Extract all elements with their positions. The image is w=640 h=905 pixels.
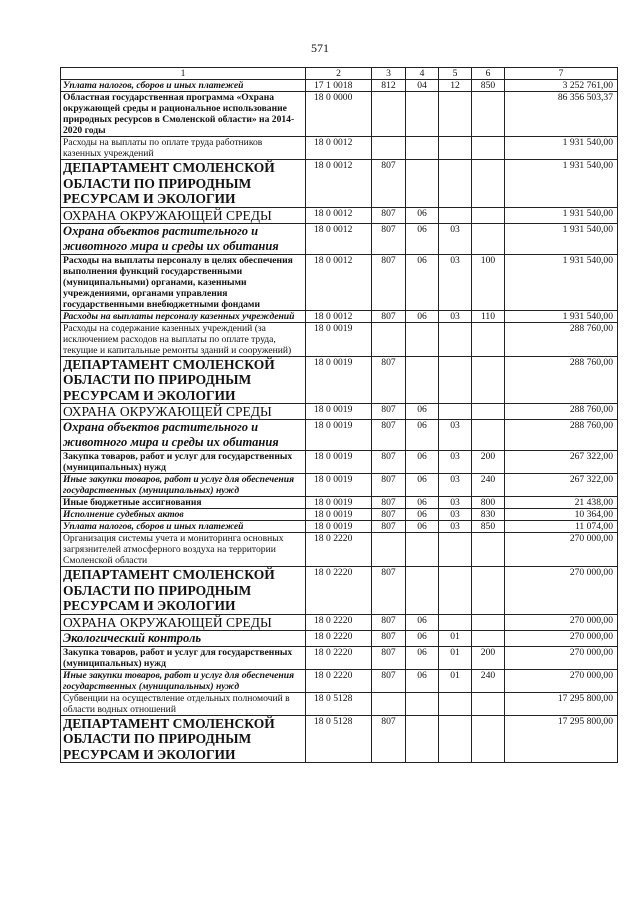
header-cell: 5 — [439, 68, 472, 80]
table-row — [61, 404, 618, 420]
table-row — [61, 497, 618, 509]
table-row — [61, 160, 618, 208]
cell-c5 — [439, 92, 472, 137]
cell-c7: 11 074,00 — [505, 521, 618, 533]
cell-c1: Расходы на выплаты персоналу в целях обеспечения выполнения функций государственными (муниципальными) органами, казенными учреждениями, органами управления государственными внебюджетными фондами — [61, 254, 306, 310]
cell-c2: 18 0 0019 — [306, 474, 372, 497]
cell-c2: 18 0 0019 — [306, 509, 372, 521]
table-row — [61, 669, 618, 692]
table-row — [61, 356, 618, 404]
cell-c7: 21 438,00 — [505, 497, 618, 509]
cell-c5: 03 — [439, 509, 472, 521]
cell-c4 — [406, 567, 439, 615]
cell-c4: 06 — [406, 509, 439, 521]
cell-c6 — [472, 533, 505, 567]
cell-c5: 12 — [439, 80, 472, 92]
cell-c1: Организация системы учета и мониторинга основных загрязнителей атмосферного воздуха на территории Смоленской области — [61, 533, 306, 567]
cell-c7: 1 931 540,00 — [505, 207, 618, 223]
cell-c1: Закупка товаров, работ и услуг для государственных (муниципальных) нужд — [61, 646, 306, 669]
cell-c6 — [472, 420, 505, 451]
cell-c3: 807 — [372, 356, 406, 404]
table-row — [61, 451, 618, 474]
cell-c1: Исполнение судебных актов — [61, 509, 306, 521]
cell-c2: 18 0 0019 — [306, 521, 372, 533]
cell-c5 — [439, 160, 472, 208]
cell-c4 — [406, 137, 439, 160]
cell-c5 — [439, 137, 472, 160]
cell-c2: 18 0 2220 — [306, 630, 372, 646]
cell-c3 — [372, 692, 406, 715]
cell-c2: 18 0 2220 — [306, 614, 372, 630]
cell-c4: 06 — [406, 646, 439, 669]
cell-c1: Иные бюджетные ассигнования — [61, 497, 306, 509]
cell-c1: Областная государственная программа «Охрана окружающей среды и рациональное использование природных ресурсов в Смоленской области» на 2014-2020 годы — [61, 92, 306, 137]
cell-c3 — [372, 322, 406, 356]
header-cell: 4 — [406, 68, 439, 80]
cell-c7: 270 000,00 — [505, 669, 618, 692]
cell-c1: ОХРАНА ОКРУЖАЮЩЕЙ СРЕДЫ — [61, 614, 306, 630]
table-row — [61, 310, 618, 322]
cell-c6 — [472, 92, 505, 137]
table-row — [61, 80, 618, 92]
cell-c3 — [372, 92, 406, 137]
cell-c1: Охрана объектов растительного и животного мира и среды их обитания — [61, 420, 306, 451]
cell-c1: Экологический контроль — [61, 630, 306, 646]
cell-c1: Иные закупки товаров, работ и услуг для обеспечения государственных (муниципальных) нужд — [61, 669, 306, 692]
cell-c5 — [439, 207, 472, 223]
cell-c2: 17 1 0018 — [306, 80, 372, 92]
cell-c2: 18 0 0012 — [306, 207, 372, 223]
cell-c1: Уплата налогов, сборов и иных платежей — [61, 521, 306, 533]
cell-c4: 06 — [406, 497, 439, 509]
table-row — [61, 521, 618, 533]
cell-c4: 06 — [406, 254, 439, 310]
cell-c5: 03 — [439, 474, 472, 497]
cell-c6 — [472, 692, 505, 715]
cell-c5 — [439, 322, 472, 356]
cell-c2: 18 0 0012 — [306, 223, 372, 254]
cell-c1: ДЕПАРТАМЕНТ СМОЛЕНСКОЙ ОБЛАСТИ ПО ПРИРОДНЫМ РЕСУРСАМ И ЭКОЛОГИИ — [61, 715, 306, 763]
cell-c1: ДЕПАРТАМЕНТ СМОЛЕНСКОЙ ОБЛАСТИ ПО ПРИРОДНЫМ РЕСУРСАМ И ЭКОЛОГИИ — [61, 160, 306, 208]
cell-c2: 18 0 5128 — [306, 692, 372, 715]
cell-c2: 18 0 0012 — [306, 137, 372, 160]
cell-c2: 18 0 0019 — [306, 404, 372, 420]
cell-c6 — [472, 137, 505, 160]
table-row — [61, 92, 618, 137]
cell-c4 — [406, 715, 439, 763]
cell-c4: 06 — [406, 521, 439, 533]
cell-c1: Закупка товаров, работ и услуг для государственных (муниципальных) нужд — [61, 451, 306, 474]
cell-c6 — [472, 207, 505, 223]
table-row — [61, 137, 618, 160]
cell-c1: ДЕПАРТАМЕНТ СМОЛЕНСКОЙ ОБЛАСТИ ПО ПРИРОДНЫМ РЕСУРСАМ И ЭКОЛОГИИ — [61, 567, 306, 615]
cell-c7: 1 931 540,00 — [505, 160, 618, 208]
cell-c1: Охрана объектов растительного и животного мира и среды их обитания — [61, 223, 306, 254]
cell-c6: 100 — [472, 254, 505, 310]
cell-c6 — [472, 322, 505, 356]
cell-c5: 03 — [439, 451, 472, 474]
cell-c3: 807 — [372, 521, 406, 533]
cell-c6: 850 — [472, 521, 505, 533]
cell-c5 — [439, 715, 472, 763]
cell-c1: ДЕПАРТАМЕНТ СМОЛЕНСКОЙ ОБЛАСТИ ПО ПРИРОДНЫМ РЕСУРСАМ И ЭКОЛОГИИ — [61, 356, 306, 404]
cell-c2: 18 0 2220 — [306, 567, 372, 615]
cell-c4: 06 — [406, 207, 439, 223]
cell-c7: 270 000,00 — [505, 646, 618, 669]
cell-c7: 10 364,00 — [505, 509, 618, 521]
header-cell: 3 — [372, 68, 406, 80]
cell-c3: 807 — [372, 310, 406, 322]
header-cell: 6 — [472, 68, 505, 80]
cell-c7: 17 295 800,00 — [505, 692, 618, 715]
cell-c3: 807 — [372, 567, 406, 615]
cell-c4: 06 — [406, 451, 439, 474]
cell-c3: 807 — [372, 497, 406, 509]
cell-c3: 807 — [372, 404, 406, 420]
cell-c6: 240 — [472, 474, 505, 497]
cell-c5: 03 — [439, 254, 472, 310]
cell-c4: 06 — [406, 310, 439, 322]
cell-c3: 807 — [372, 509, 406, 521]
table-row — [61, 322, 618, 356]
cell-c2: 18 0 0019 — [306, 451, 372, 474]
cell-c2: 18 0 0012 — [306, 310, 372, 322]
cell-c7: 270 000,00 — [505, 533, 618, 567]
cell-c1: Уплата налогов, сборов и иных платежей — [61, 80, 306, 92]
header-cell: 7 — [505, 68, 618, 80]
cell-c3: 807 — [372, 207, 406, 223]
cell-c7: 270 000,00 — [505, 630, 618, 646]
table-row — [61, 223, 618, 254]
cell-c6: 240 — [472, 669, 505, 692]
cell-c5: 03 — [439, 223, 472, 254]
cell-c5 — [439, 356, 472, 404]
cell-c4 — [406, 322, 439, 356]
cell-c7: 267 322,00 — [505, 451, 618, 474]
cell-c3: 807 — [372, 646, 406, 669]
cell-c6: 200 — [472, 451, 505, 474]
table-row — [61, 207, 618, 223]
cell-c6 — [472, 715, 505, 763]
cell-c5: 03 — [439, 521, 472, 533]
table-header-row — [61, 68, 618, 80]
cell-c6: 830 — [472, 509, 505, 521]
cell-c5 — [439, 567, 472, 615]
cell-c4: 06 — [406, 630, 439, 646]
table-row — [61, 420, 618, 451]
cell-c4: 06 — [406, 420, 439, 451]
cell-c7: 267 322,00 — [505, 474, 618, 497]
cell-c7: 17 295 800,00 — [505, 715, 618, 763]
cell-c1: Иные закупки товаров, работ и услуг для обеспечения государственных (муниципальных) нужд — [61, 474, 306, 497]
cell-c2: 18 0 0019 — [306, 497, 372, 509]
cell-c3: 807 — [372, 630, 406, 646]
cell-c7: 288 760,00 — [505, 420, 618, 451]
cell-c6 — [472, 223, 505, 254]
cell-c5 — [439, 614, 472, 630]
cell-c1: Расходы на содержание казенных учреждений (за исключением расходов на выплаты по оплате труда, текущие и капитальные ремонты зданий и сооружений) — [61, 322, 306, 356]
cell-c1: Расходы на выплаты персоналу казенных учреждений — [61, 310, 306, 322]
cell-c4: 06 — [406, 223, 439, 254]
cell-c3: 807 — [372, 614, 406, 630]
cell-c4: 06 — [406, 474, 439, 497]
cell-c4 — [406, 356, 439, 404]
cell-c6 — [472, 614, 505, 630]
cell-c4 — [406, 160, 439, 208]
cell-c6 — [472, 630, 505, 646]
cell-c3 — [372, 533, 406, 567]
cell-c7: 288 760,00 — [505, 404, 618, 420]
cell-c4 — [406, 533, 439, 567]
table-row — [61, 614, 618, 630]
cell-c4: 06 — [406, 404, 439, 420]
cell-c4: 04 — [406, 80, 439, 92]
cell-c5: 01 — [439, 669, 472, 692]
page-number: 571 — [311, 41, 329, 55]
table-row — [61, 692, 618, 715]
cell-c7: 270 000,00 — [505, 567, 618, 615]
cell-c3: 807 — [372, 223, 406, 254]
cell-c5: 03 — [439, 497, 472, 509]
cell-c4: 06 — [406, 669, 439, 692]
cell-c4: 06 — [406, 614, 439, 630]
cell-c3: 807 — [372, 451, 406, 474]
cell-c2: 18 0 2220 — [306, 646, 372, 669]
cell-c7: 270 000,00 — [505, 614, 618, 630]
cell-c3: 807 — [372, 254, 406, 310]
table-row — [61, 509, 618, 521]
cell-c5 — [439, 404, 472, 420]
cell-c6: 850 — [472, 80, 505, 92]
cell-c5: 03 — [439, 310, 472, 322]
cell-c2: 18 0 0019 — [306, 420, 372, 451]
cell-c7: 1 931 540,00 — [505, 254, 618, 310]
cell-c7: 1 931 540,00 — [505, 137, 618, 160]
cell-c7: 1 931 540,00 — [505, 310, 618, 322]
cell-c6 — [472, 160, 505, 208]
table-row — [61, 474, 618, 497]
cell-c2: 18 0 2220 — [306, 533, 372, 567]
cell-c2: 18 0 0012 — [306, 254, 372, 310]
budget-table — [60, 67, 618, 763]
cell-c1: Расходы на выплаты по оплате труда работников казенных учреждений — [61, 137, 306, 160]
table-row — [61, 715, 618, 763]
cell-c4 — [406, 92, 439, 137]
cell-c1: ОХРАНА ОКРУЖАЮЩЕЙ СРЕДЫ — [61, 207, 306, 223]
table-row — [61, 533, 618, 567]
cell-c6: 200 — [472, 646, 505, 669]
cell-c2: 18 0 0000 — [306, 92, 372, 137]
cell-c5 — [439, 692, 472, 715]
cell-c3: 807 — [372, 160, 406, 208]
cell-c7: 1 931 540,00 — [505, 223, 618, 254]
cell-c5: 01 — [439, 630, 472, 646]
cell-c1: ОХРАНА ОКРУЖАЮЩЕЙ СРЕДЫ — [61, 404, 306, 420]
cell-c6 — [472, 567, 505, 615]
cell-c2: 18 0 0012 — [306, 160, 372, 208]
header-cell: 1 — [61, 68, 306, 80]
cell-c7: 288 760,00 — [505, 322, 618, 356]
table-row — [61, 646, 618, 669]
cell-c7: 288 760,00 — [505, 356, 618, 404]
cell-c3: 812 — [372, 80, 406, 92]
cell-c2: 18 0 5128 — [306, 715, 372, 763]
table-row — [61, 254, 618, 310]
cell-c6 — [472, 404, 505, 420]
cell-c3 — [372, 137, 406, 160]
cell-c3: 807 — [372, 474, 406, 497]
cell-c7: 86 356 503,37 — [505, 92, 618, 137]
cell-c3: 807 — [372, 669, 406, 692]
cell-c5: 03 — [439, 420, 472, 451]
cell-c5: 01 — [439, 646, 472, 669]
cell-c3: 807 — [372, 715, 406, 763]
cell-c7: 3 252 761,00 — [505, 80, 618, 92]
cell-c3: 807 — [372, 420, 406, 451]
cell-c2: 18 0 0019 — [306, 356, 372, 404]
cell-c6: 800 — [472, 497, 505, 509]
header-cell: 2 — [306, 68, 372, 80]
cell-c6: 110 — [472, 310, 505, 322]
cell-c1: Субвенции на осуществление отдельных полномочий в области водных отношений — [61, 692, 306, 715]
cell-c6 — [472, 356, 505, 404]
cell-c4 — [406, 692, 439, 715]
table-row — [61, 630, 618, 646]
cell-c2: 18 0 0019 — [306, 322, 372, 356]
cell-c2: 18 0 2220 — [306, 669, 372, 692]
table-row — [61, 567, 618, 615]
cell-c5 — [439, 533, 472, 567]
